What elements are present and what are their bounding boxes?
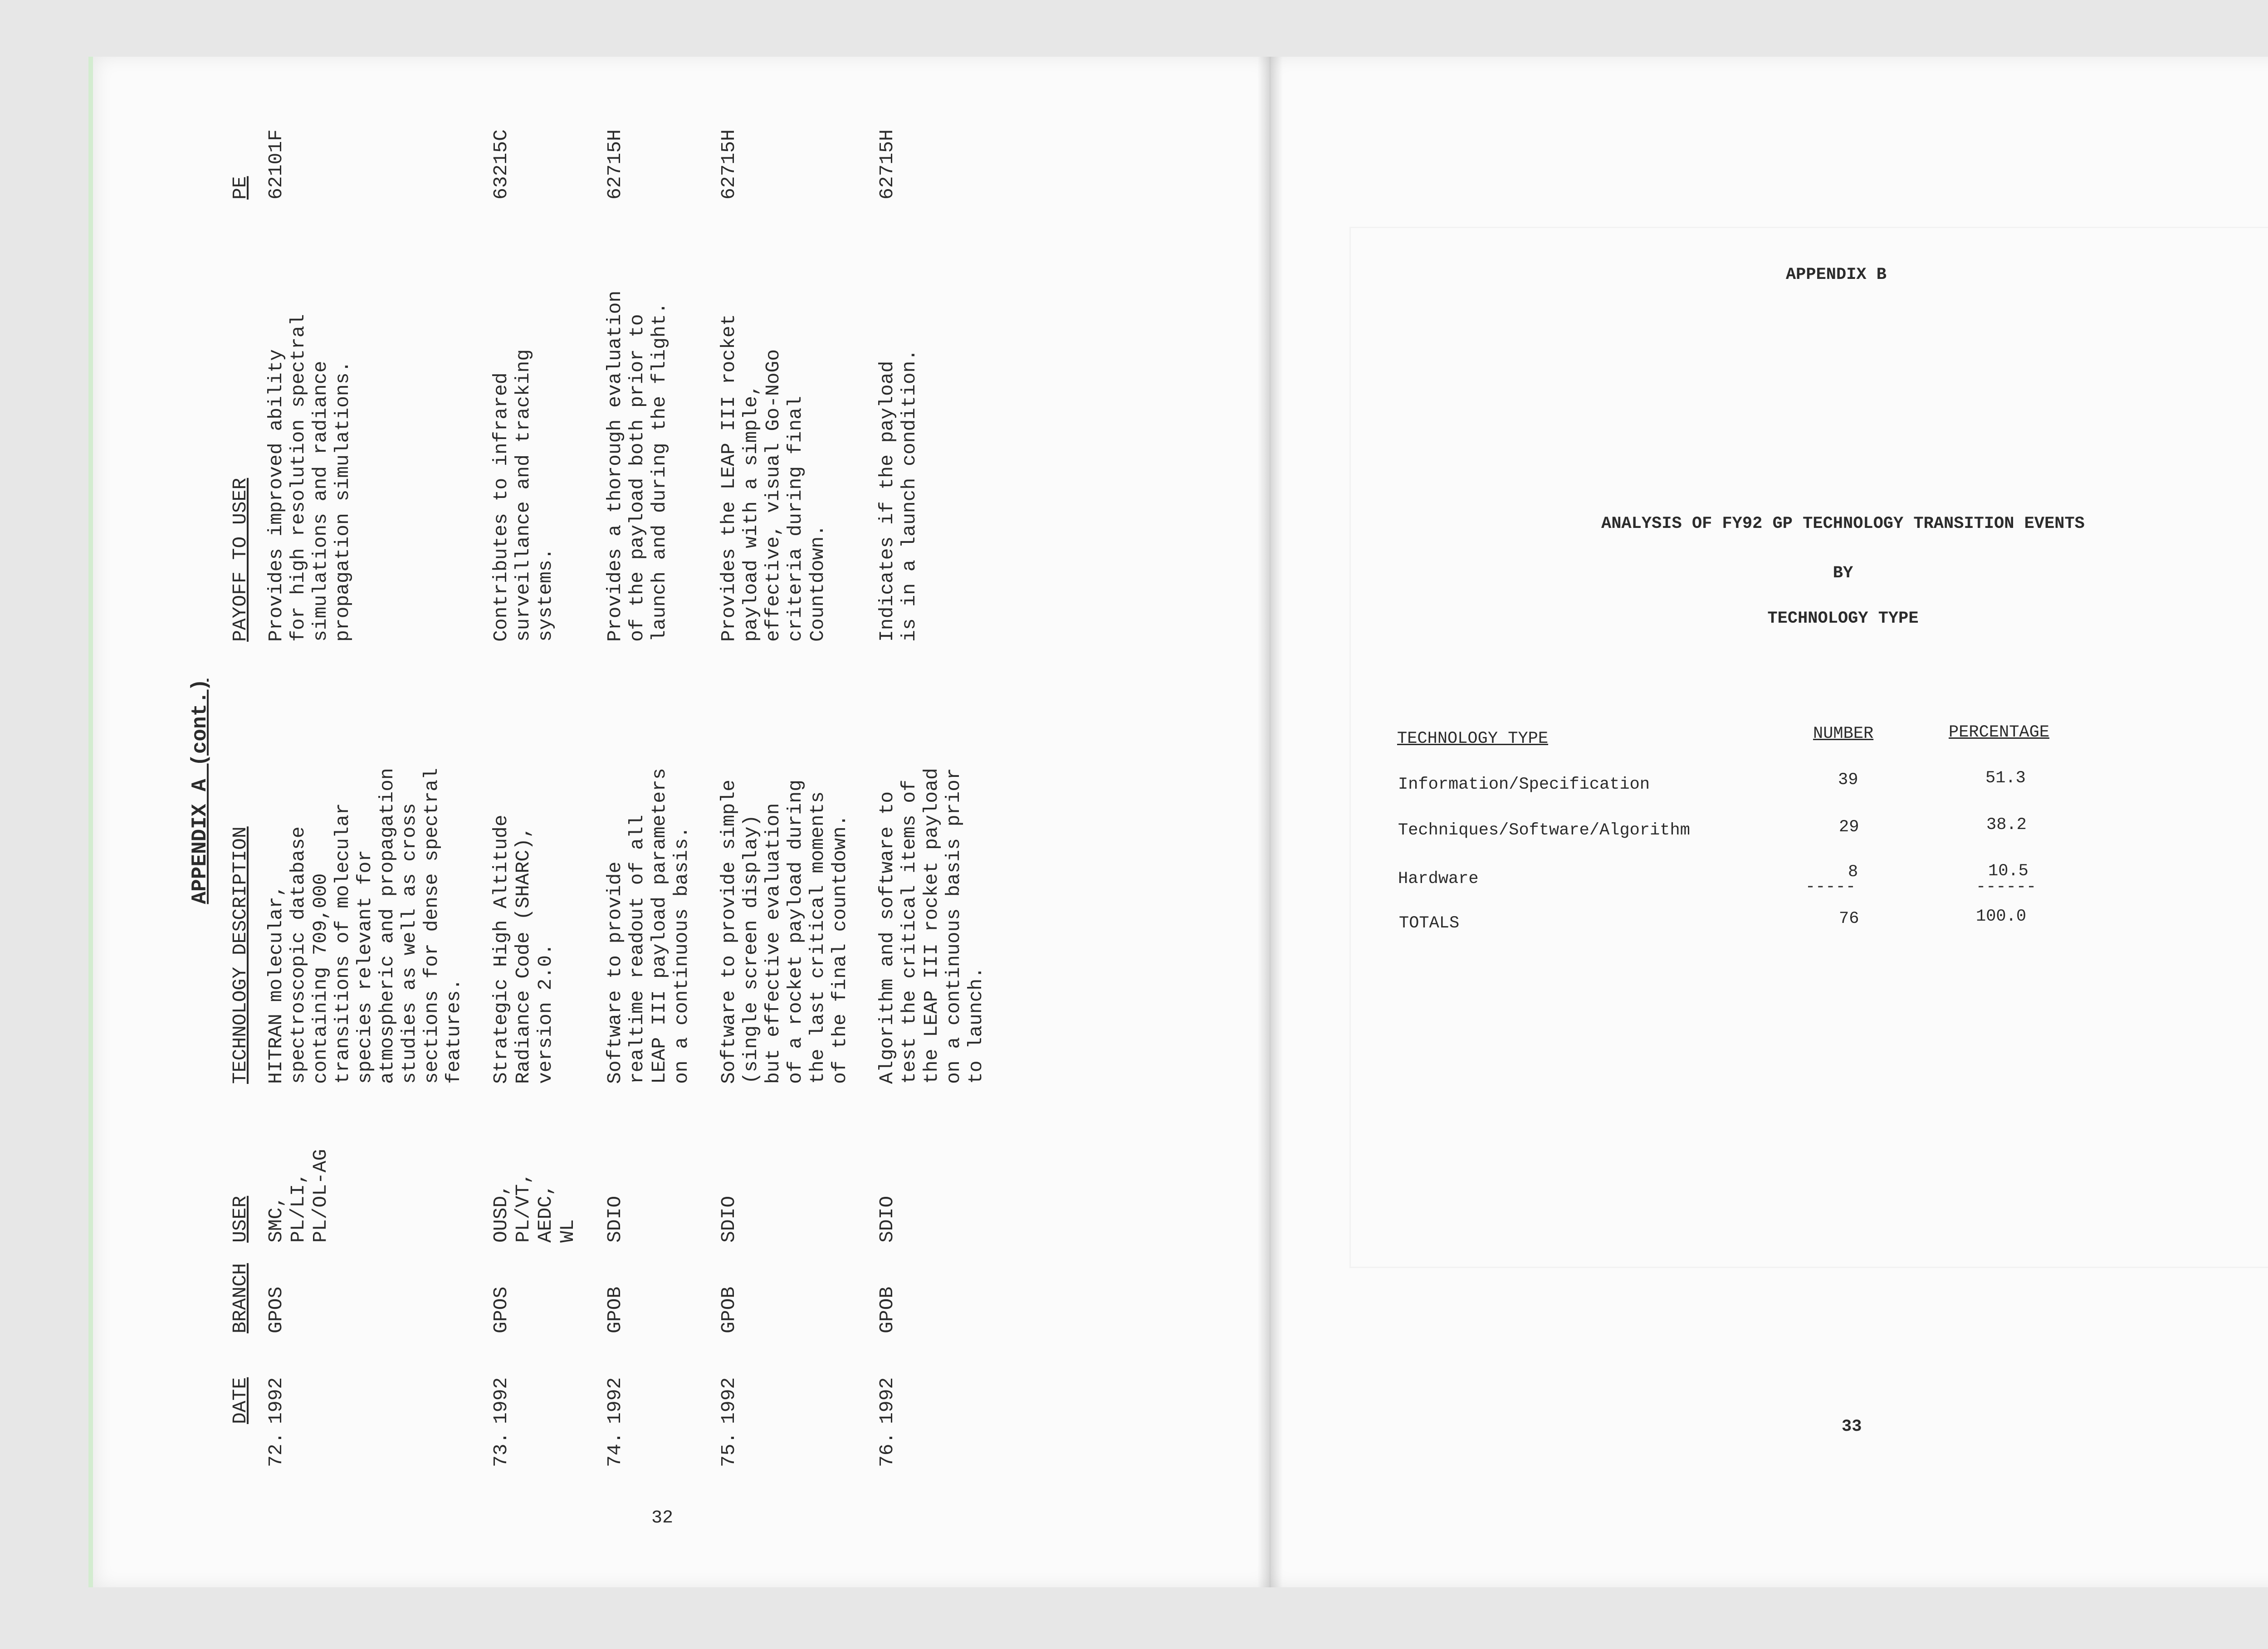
appendix-a-table	[229, 116, 1012, 1467]
header-pe: PE	[229, 176, 251, 200]
appendix-a-table-rotated	[177, 116, 987, 1467]
row-user: SMC, PL/LI, PL/OL-AG	[265, 1149, 332, 1243]
row-date: 1992	[876, 1377, 898, 1424]
row-description: Software to provide simple (single screen display) but effective evaluation of a rocket payload during the last critical moments of the final countdown.	[718, 780, 851, 1084]
row-date: 1992	[265, 1377, 287, 1424]
row-percentage: 51.3	[1985, 769, 2026, 788]
header-description: TECHNOLOGY DESCRIPTION	[229, 826, 251, 1084]
row-type: Information/Specification	[1398, 775, 1650, 794]
row-branch: GPOB	[604, 1286, 626, 1333]
table-row	[490, 116, 579, 1467]
analysis-title-type: TECHNOLOGY TYPE	[1767, 609, 1919, 628]
row-number: 74.	[604, 1432, 626, 1467]
header-user: USER	[229, 1195, 251, 1243]
totals-number: 76	[1839, 909, 1859, 928]
row-description: Software to provide realtime readout of all LEAP III payload parameters on a continuous basis.	[604, 768, 693, 1084]
row-description: Algorithm and software to test the critical items of the LEAP III rocket payload on a continuous basis prior to launch.	[876, 768, 987, 1084]
row-number: 29	[1839, 818, 1859, 837]
rule-percentage: ------	[1976, 878, 2037, 897]
table-header-row	[229, 116, 251, 1467]
row-date: 1992	[718, 1377, 740, 1424]
row-pe: 62715H	[718, 129, 740, 200]
row-user: OUSD, PL/VT, AEDC, WL	[490, 1172, 579, 1243]
row-description: HITRAN molecular, spectroscopic database containing 709,000 transitions of molecular species relevant for atmospheric and propagation studies as well as cross sections for dense spectral features.	[265, 768, 465, 1084]
row-payoff: Provides the LEAP III rocket payload with a simple, effective, visual Go-NoGo criteria during final Countdown.	[718, 314, 829, 642]
row-percentage: 38.2	[1986, 815, 2027, 834]
row-user: SDIO	[876, 1195, 898, 1243]
table-row	[265, 116, 465, 1467]
page-number-right: 33	[1842, 1417, 1862, 1436]
row-number: 39	[1838, 771, 1858, 790]
table-row	[718, 116, 851, 1467]
table-row	[604, 116, 693, 1467]
row-pe: 62101F	[265, 129, 287, 200]
row-percentage: 10.5	[1988, 862, 2028, 881]
row-branch: GPOB	[718, 1286, 740, 1333]
row-description: Strategic High Altitude Radiance Code (SHARC), version 2.0.	[490, 815, 557, 1084]
row-payoff: Provides improved ability for high resolution spectral simulations and radiance propagation simulations.	[265, 314, 354, 642]
row-number: 73.	[490, 1432, 512, 1467]
totals-label: TOTALS	[1399, 914, 1460, 933]
header-percentage: PERCENTAGE	[1949, 723, 2050, 742]
row-payoff: Provides a thorough evaluation of the payload both prior to launch and during the flight.	[604, 290, 670, 642]
appendix-b-heading: APPENDIX B	[1785, 265, 1887, 284]
header-date: DATE	[229, 1377, 251, 1424]
row-pe: 62715H	[604, 129, 626, 200]
row-date: 1992	[490, 1377, 512, 1424]
row-number: 8	[1848, 863, 1858, 882]
row-pe: 62715H	[876, 129, 898, 200]
row-branch: GPOB	[876, 1286, 898, 1333]
row-number: 75.	[718, 1432, 740, 1467]
row-pe: 63215C	[490, 129, 512, 200]
row-payoff: Contributes to infrared surveillance and tracking systems.	[490, 349, 557, 642]
book-gutter	[1257, 57, 1283, 1587]
header-branch: BRANCH	[229, 1263, 251, 1333]
analysis-title-by: BY	[1833, 564, 1853, 583]
rule-number: -----	[1805, 878, 1856, 897]
row-number: 76.	[876, 1432, 898, 1467]
analysis-title: ANALYSIS OF FY92 GP TECHNOLOGY TRANSITION EVENTS	[1601, 514, 2085, 533]
header-payoff: PAYOFF TO USER	[229, 478, 251, 642]
row-type: Hardware	[1398, 869, 1479, 888]
row-type: Techniques/Software/Algorithm	[1398, 821, 1690, 840]
row-date: 1992	[604, 1377, 626, 1424]
totals-percentage: 100.0	[1976, 907, 2027, 926]
row-number: 72.	[265, 1432, 287, 1467]
row-branch: GPOS	[490, 1286, 512, 1333]
header-technology-type: TECHNOLOGY TYPE	[1397, 729, 1549, 748]
header-number: NUMBER	[1813, 724, 1874, 743]
row-payoff: Indicates if the payload is in a launch condition.	[876, 349, 920, 642]
row-user: SDIO	[718, 1195, 740, 1243]
row-user: SDIO	[604, 1195, 626, 1243]
row-branch: GPOS	[265, 1286, 287, 1333]
appendix-a-title: APPENDIX A (cont.)	[188, 678, 212, 904]
page-number-left: 32	[651, 1508, 674, 1528]
table-row	[876, 116, 987, 1467]
